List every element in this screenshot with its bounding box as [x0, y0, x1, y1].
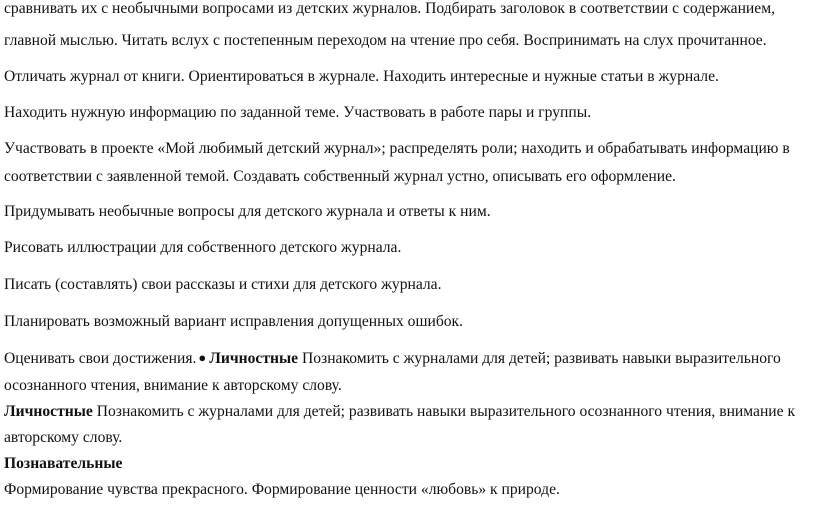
section-heading [4, 451, 812, 477]
bullet-icon: ● [198, 350, 207, 365]
document-body [4, 0, 812, 503]
paragraph-mixed [4, 346, 812, 372]
paragraph-text: Формирование чувства прекрасного. Формирование ценности «любовь» к природе. [4, 481, 560, 498]
paragraph-text: осознанного чтения, внимание к авторскому слову. [4, 377, 342, 394]
paragraph-text: Познакомить с журналами для детей; развивать навыки выразительного [298, 350, 781, 367]
paragraph-text: Отличать журнал от книги. Ориентироваться в журнале. Находить интересные и нужные статьи в журнале. [4, 68, 719, 85]
paragraph-mixed [4, 399, 812, 425]
paragraph-text: авторскому слову. [4, 429, 123, 446]
paragraph-text: Познакомить с журналами для детей; развивать навыки выразительного осознанного чтения, внимание к [92, 403, 796, 420]
paragraph-text: сравнивать их с необычными вопросами из детских журналов. Подбирать заголовок в соответствии с содержанием, [4, 0, 775, 17]
section-label-personal: Личностные [4, 403, 93, 420]
paragraph-text: Рисовать иллюстрации для собственного детского журнала. [4, 239, 402, 256]
paragraph-text: Оценивать свои достижения. [4, 350, 197, 367]
paragraph-text: главной мыслью. Читать вслух с постепенным переходом на чтение про себя. Воспринимать на слух прочитанное. [4, 32, 767, 49]
paragraph-text: Писать (составлять) свои рассказы и стихи для детского журнала. [4, 276, 442, 293]
section-heading-text: Познавательные [4, 455, 123, 472]
section-label-personal: Личностные [209, 350, 299, 367]
paragraph-text: Планировать возможный вариант исправления допущенных ошибок. [4, 313, 464, 330]
paragraph-text: Участвовать в проекте «Мой любимый детский журнал»; распределять роли; находить и обрабатывать информацию в [4, 140, 790, 157]
paragraph-text: Находить нужную информацию по заданной теме. Участвовать в работе пары и группы. [4, 104, 592, 121]
paragraph-text: Придумывать необычные вопросы для детского журнала и ответы к ним. [4, 203, 491, 220]
paragraph-text: соответствии с заявленной темой. Создавать собственный журнал устно, описывать его оформление. [4, 168, 676, 185]
